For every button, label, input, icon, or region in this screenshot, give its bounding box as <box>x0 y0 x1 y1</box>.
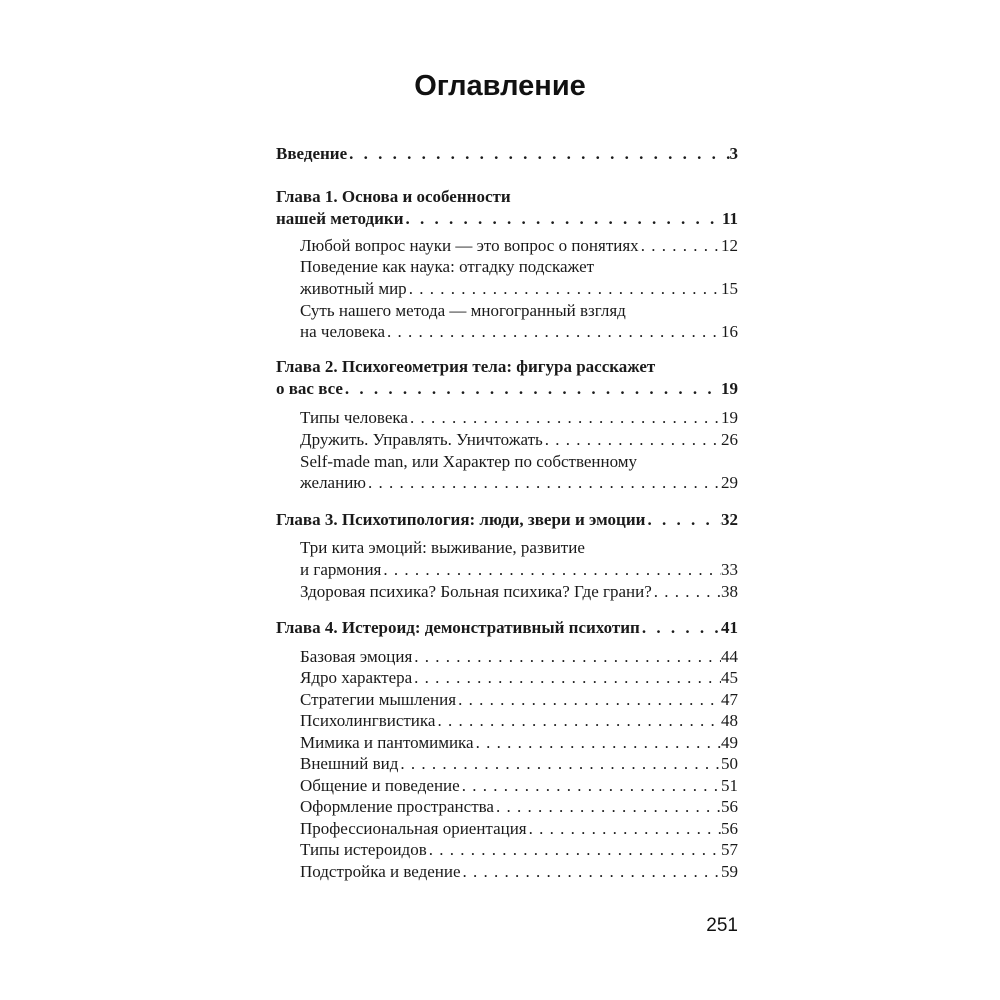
dot-leader <box>412 646 721 668</box>
chapter-title-line: о вас все <box>276 379 343 398</box>
dot-leader <box>347 143 729 165</box>
entry-page: 44 <box>721 647 738 666</box>
chapter-title-line: Глава 3. Психотипология: люди, звери и эмоции <box>276 510 646 529</box>
entry-page: 11 <box>721 209 738 228</box>
entry-label: Внешний вид <box>300 754 399 773</box>
toc-chapter-3[interactable] <box>276 509 738 531</box>
entry-page: 19 <box>721 379 738 398</box>
dot-leader <box>427 839 721 861</box>
toc-chapter-1[interactable] <box>276 208 738 230</box>
dot-leader <box>385 321 721 343</box>
entry-label: Суть нашего метода — многогранный взгляд <box>300 301 626 320</box>
toc-chapter-2[interactable] <box>276 378 738 400</box>
dot-leader <box>527 818 721 840</box>
entry-label: Введение <box>276 144 348 163</box>
toc-chapter-4[interactable] <box>276 617 738 639</box>
dot-leader <box>408 407 721 429</box>
entry-page: 45 <box>721 668 738 687</box>
entry-label: Поведение как наука: отгадку подскажет <box>300 257 595 276</box>
entry-page: 15 <box>721 279 738 298</box>
entry-label: Мимика и пантомимика <box>300 733 474 752</box>
toc-section[interactable] <box>300 732 738 754</box>
entry-page: 56 <box>721 819 738 838</box>
entry-label: Любой вопрос науки — это вопрос о понятиях <box>300 236 639 255</box>
dot-leader <box>456 689 721 711</box>
entry-label: желанию <box>300 473 366 492</box>
entry-page: 12 <box>721 236 738 255</box>
chapter-title-line: Глава 1. Основа и особенности <box>276 187 511 206</box>
dot-leader <box>412 667 721 689</box>
entry-page: 32 <box>721 510 738 529</box>
toc-section[interactable] <box>300 753 738 775</box>
entry-page: 3 <box>729 144 738 163</box>
toc-section[interactable] <box>300 472 738 494</box>
entry-label: Здоровая психика? Больная психика? Где грани? <box>300 582 652 601</box>
entry-label: Общение и поведение <box>300 776 460 795</box>
dot-leader <box>461 861 721 883</box>
toc-section[interactable] <box>300 559 738 581</box>
toc-chapter-1-title[interactable] <box>276 186 738 208</box>
toc-section[interactable] <box>300 407 738 429</box>
entry-label: Ядро характера <box>300 668 413 687</box>
entry-label: Стратегии мышления <box>300 690 457 709</box>
dot-leader <box>494 796 721 818</box>
entry-page: 51 <box>721 776 738 795</box>
toc-section[interactable] <box>300 646 738 668</box>
dot-leader <box>435 710 721 732</box>
toc-section[interactable] <box>300 775 738 797</box>
entry-page: 26 <box>721 430 738 449</box>
toc-section[interactable] <box>300 537 738 559</box>
table-of-contents <box>276 0 738 1000</box>
entry-page: 33 <box>721 560 738 579</box>
toc-section[interactable] <box>300 839 738 861</box>
dot-leader <box>543 429 721 451</box>
toc-section[interactable] <box>300 235 738 257</box>
entry-page: 56 <box>721 797 738 816</box>
toc-section[interactable] <box>300 861 738 883</box>
entry-label: животный мир <box>300 279 407 298</box>
toc-section[interactable] <box>300 321 738 343</box>
entry-page: 47 <box>721 690 738 709</box>
toc-section[interactable] <box>300 256 738 278</box>
dot-leader <box>407 278 721 300</box>
dot-leader <box>366 472 721 494</box>
page-title: Оглавление <box>414 70 586 102</box>
entry-label: Типы истероидов <box>300 840 427 859</box>
entry-page: 41 <box>721 618 738 637</box>
entry-page: 38 <box>721 582 738 601</box>
toc-section[interactable] <box>300 581 738 603</box>
entry-label: и гармония <box>300 560 382 579</box>
entry-label: Психолингвистика <box>300 711 436 730</box>
dot-leader <box>652 581 721 603</box>
toc-section[interactable] <box>300 300 738 322</box>
entry-label: Дружить. Управлять. Уничтожать <box>300 430 543 449</box>
dot-leader <box>474 732 721 754</box>
dot-leader <box>403 208 721 230</box>
toc-section[interactable] <box>300 451 738 473</box>
entry-page: 49 <box>721 733 738 752</box>
chapter-title-line: нашей методики <box>276 209 404 228</box>
entry-label: Оформление пространства <box>300 797 494 816</box>
entry-page: 50 <box>721 754 738 773</box>
dot-leader <box>639 235 721 257</box>
dot-leader <box>398 753 721 775</box>
entry-page: 59 <box>721 862 738 881</box>
toc-section[interactable] <box>300 818 738 840</box>
entry-page: 16 <box>721 322 738 341</box>
chapter-title-line: Глава 2. Психогеометрия тела: фигура расскажет <box>276 357 656 376</box>
dot-leader <box>343 378 721 400</box>
entry-label: Типы человека <box>300 408 408 427</box>
entry-label: Подстройка и ведение <box>300 862 461 881</box>
toc-section[interactable] <box>300 710 738 732</box>
dot-leader <box>460 775 721 797</box>
entry-page: 57 <box>721 840 738 859</box>
toc-section[interactable] <box>300 689 738 711</box>
entry-label: Профессиональная ориентация <box>300 819 527 838</box>
entry-page: 29 <box>721 473 738 492</box>
entry-label: Базовая эмоция <box>300 647 413 666</box>
entry-label: Self-made man, или Характер по собственному <box>300 452 638 471</box>
toc-chapter-2-title[interactable] <box>276 356 738 378</box>
dot-leader <box>640 617 721 639</box>
entry-page: 48 <box>721 711 738 730</box>
chapter-title-line: Глава 4. Истероид: демонстративный психотип <box>276 618 640 637</box>
toc-section[interactable] <box>300 278 738 300</box>
entry-label: Три кита эмоций: выживание, развитие <box>300 538 585 557</box>
toc-section[interactable] <box>300 796 738 818</box>
dot-leader <box>381 559 721 581</box>
toc-section[interactable] <box>300 667 738 689</box>
page-number: 251 <box>706 915 738 936</box>
toc-entry-introduction[interactable] <box>276 143 738 165</box>
dot-leader <box>645 509 721 531</box>
entry-page: 19 <box>721 408 738 427</box>
entry-label: на человека <box>300 322 385 341</box>
toc-section[interactable] <box>300 429 738 451</box>
